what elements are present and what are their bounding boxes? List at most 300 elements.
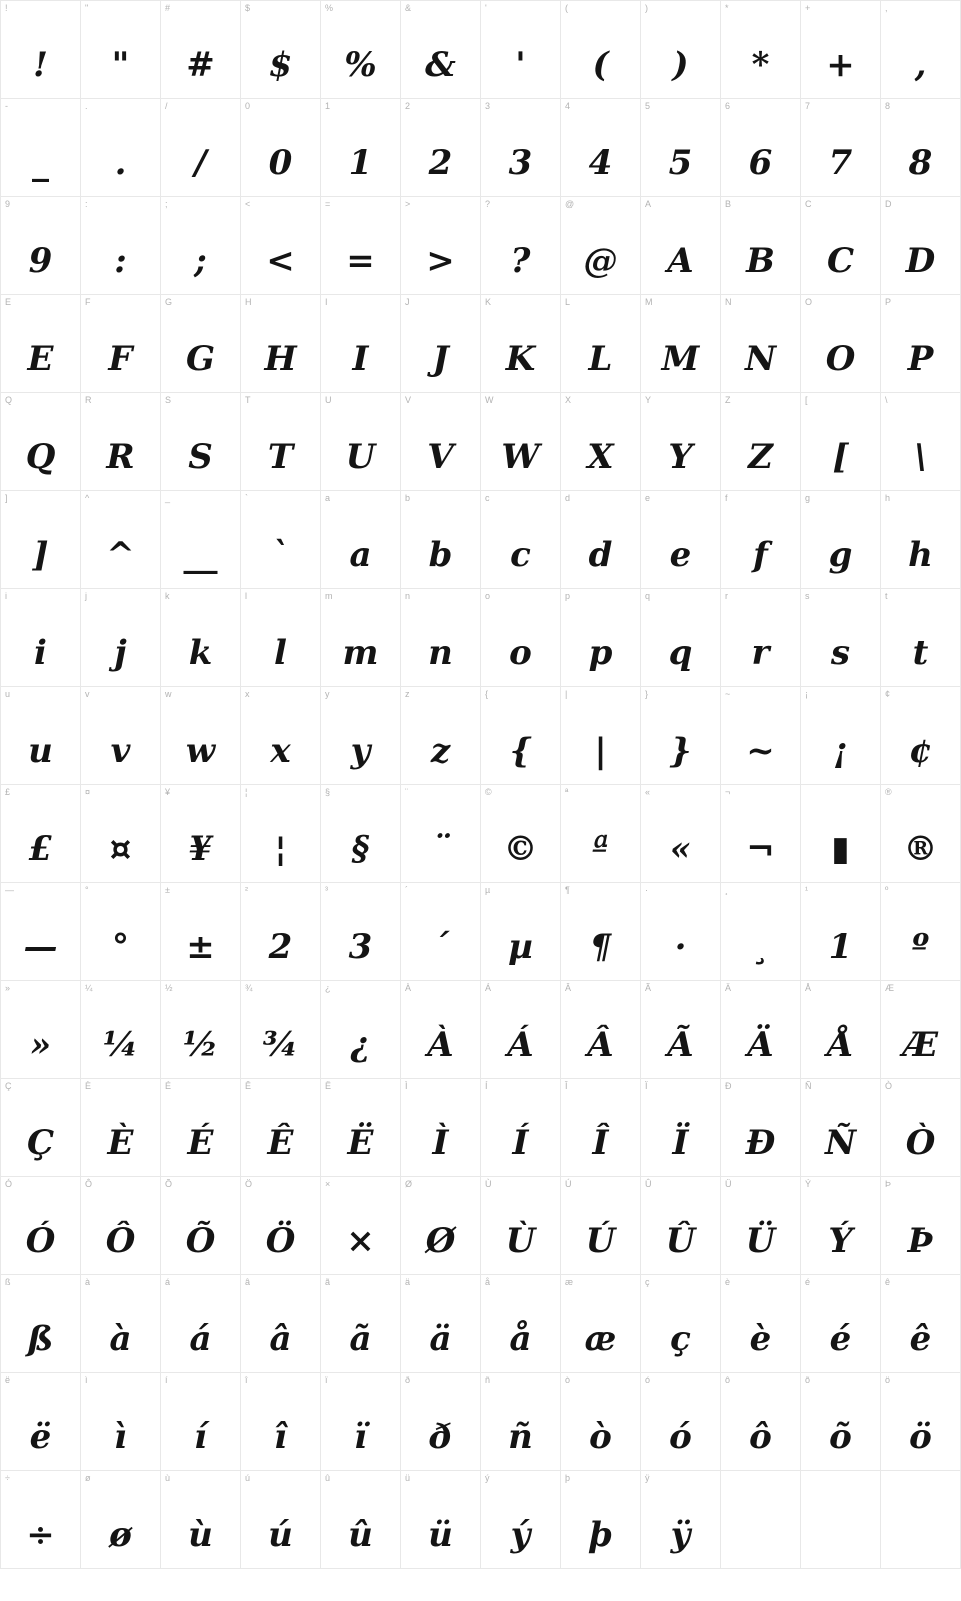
glyph-code-label: Ê: [245, 1081, 252, 1091]
glyph-cell[interactable]: [1, 785, 81, 883]
glyph-character: §: [351, 829, 370, 869]
glyph-cell[interactable]: [641, 1471, 721, 1569]
glyph-cell[interactable]: [161, 197, 241, 295]
glyph-character: [: [832, 437, 849, 477]
glyph-code-label: Á: [485, 983, 492, 993]
glyph-cell[interactable]: [721, 1, 801, 99]
glyph-cell[interactable]: [1, 197, 81, 295]
glyph-cell[interactable]: [81, 1177, 161, 1275]
glyph-code-label: H: [245, 297, 252, 307]
glyph-code-label: ô: [725, 1375, 731, 1385]
glyph-code-label: U: [325, 395, 332, 405]
glyph-character: ·: [674, 927, 687, 967]
glyph-cell[interactable]: [561, 491, 641, 589]
glyph-cell[interactable]: [401, 393, 481, 491]
glyph-cell[interactable]: [721, 785, 801, 883]
glyph-cell[interactable]: [1, 687, 81, 785]
glyph-cell[interactable]: [641, 197, 721, 295]
glyph-cell[interactable]: [401, 1471, 481, 1569]
glyph-cell[interactable]: [81, 393, 161, 491]
glyph-cell[interactable]: [721, 1275, 801, 1373]
glyph-cell[interactable]: [561, 1471, 641, 1569]
glyph-cell[interactable]: [321, 589, 401, 687]
glyph-cell[interactable]: [801, 295, 881, 393]
glyph-cell[interactable]: [241, 1471, 321, 1569]
glyph-cell[interactable]: [161, 1373, 241, 1471]
glyph-code-label: ñ: [485, 1375, 491, 1385]
glyph-code-label: í: [165, 1375, 168, 1385]
glyph-cell[interactable]: [881, 1275, 961, 1373]
glyph-character: :: [114, 241, 127, 281]
glyph-character: R: [106, 437, 135, 477]
glyph-cell[interactable]: [241, 1079, 321, 1177]
glyph-character: ü: [428, 1515, 453, 1555]
glyph-cell[interactable]: [801, 1, 881, 99]
glyph-cell[interactable]: [321, 1275, 401, 1373]
glyph-cell[interactable]: [721, 687, 801, 785]
glyph-character: é: [829, 1319, 852, 1359]
glyph-cell[interactable]: [81, 1, 161, 99]
glyph-cell[interactable]: [401, 491, 481, 589]
glyph-cell[interactable]: [401, 197, 481, 295]
glyph-character: M: [661, 339, 700, 379]
glyph-cell[interactable]: [561, 981, 641, 1079]
glyph-code-label: Ö: [245, 1179, 253, 1189]
glyph-cell[interactable]: [1, 589, 81, 687]
glyph-cell[interactable]: [721, 491, 801, 589]
glyph-code-label: å: [485, 1277, 491, 1287]
glyph-character: ~: [746, 731, 775, 771]
glyph-character: Ó: [25, 1221, 56, 1261]
glyph-cell[interactable]: [401, 1275, 481, 1373]
glyph-cell[interactable]: [721, 295, 801, 393]
glyph-cell[interactable]: [641, 785, 721, 883]
glyph-cell[interactable]: [801, 785, 881, 883]
glyph-cell[interactable]: [1, 1275, 81, 1373]
glyph-cell[interactable]: [881, 1177, 961, 1275]
glyph-code-label: Ï: [645, 1081, 648, 1091]
glyph-cell[interactable]: [81, 785, 161, 883]
glyph-cell[interactable]: [401, 687, 481, 785]
glyph-code-label: ä: [405, 1277, 411, 1287]
glyph-cell[interactable]: [641, 981, 721, 1079]
glyph-cell[interactable]: [241, 589, 321, 687]
glyph-cell[interactable]: [561, 785, 641, 883]
glyph-code-label: ¶: [565, 885, 570, 895]
glyph-cell[interactable]: [481, 197, 561, 295]
glyph-cell[interactable]: [481, 883, 561, 981]
glyph-cell[interactable]: [481, 785, 561, 883]
glyph-character: ô: [749, 1417, 772, 1457]
glyph-cell[interactable]: [801, 1275, 881, 1373]
glyph-cell[interactable]: [401, 883, 481, 981]
glyph-cell[interactable]: [241, 491, 321, 589]
glyph-cell[interactable]: [801, 687, 881, 785]
glyph-cell[interactable]: [641, 1275, 721, 1373]
glyph-code-label: >: [405, 199, 411, 209]
glyph-cell[interactable]: [161, 295, 241, 393]
glyph-cell[interactable]: [481, 589, 561, 687]
glyph-cell[interactable]: [1, 1373, 81, 1471]
glyph-cell[interactable]: [641, 491, 721, 589]
glyph-cell[interactable]: [881, 981, 961, 1079]
glyph-cell[interactable]: [561, 197, 641, 295]
glyph-cell[interactable]: [881, 1471, 961, 1569]
glyph-cell[interactable]: [241, 295, 321, 393]
glyph-cell[interactable]: [881, 295, 961, 393]
glyph-character: ,: [914, 45, 927, 85]
glyph-cell[interactable]: [1, 1, 81, 99]
glyph-cell[interactable]: [81, 1373, 161, 1471]
glyph-cell[interactable]: [801, 1373, 881, 1471]
glyph-code-label: 6: [725, 101, 731, 111]
glyph-character: __: [183, 535, 218, 575]
glyph-cell[interactable]: [561, 1, 641, 99]
glyph-cell[interactable]: [401, 1373, 481, 1471]
glyph-cell[interactable]: [321, 1177, 401, 1275]
glyph-cell[interactable]: [241, 197, 321, 295]
glyph-cell[interactable]: [561, 883, 641, 981]
glyph-cell[interactable]: [401, 1177, 481, 1275]
glyph-character: æ: [584, 1319, 617, 1359]
glyph-cell[interactable]: [1, 295, 81, 393]
glyph-code-label: À: [405, 983, 412, 993]
glyph-cell[interactable]: [561, 295, 641, 393]
glyph-cell[interactable]: [641, 295, 721, 393]
glyph-code-label: ¾: [245, 983, 253, 993]
glyph-character: }: [669, 731, 692, 771]
glyph-cell[interactable]: [481, 1079, 561, 1177]
glyph-code-label: ¸: [725, 885, 728, 895]
glyph-cell[interactable]: [321, 491, 401, 589]
glyph-character: P: [907, 339, 934, 379]
glyph-cell[interactable]: [641, 1177, 721, 1275]
glyph-cell[interactable]: [481, 1471, 561, 1569]
glyph-code-label: ": [85, 3, 89, 13]
glyph-character: +: [826, 45, 855, 85]
glyph-cell[interactable]: [321, 295, 401, 393]
glyph-code-label: Å: [805, 983, 812, 993]
glyph-cell[interactable]: [881, 785, 961, 883]
glyph-cell[interactable]: [321, 393, 401, 491]
glyph-cell[interactable]: [641, 1373, 721, 1471]
glyph-cell[interactable]: [161, 883, 241, 981]
glyph-code-label: E: [5, 297, 12, 307]
glyph-code-label: ½: [165, 983, 173, 993]
glyph-cell[interactable]: [561, 99, 641, 197]
glyph-cell[interactable]: [1, 393, 81, 491]
glyph-character: è: [749, 1319, 772, 1359]
glyph-cell[interactable]: [801, 883, 881, 981]
glyph-cell[interactable]: [481, 687, 561, 785]
glyph-cell[interactable]: [561, 1177, 641, 1275]
glyph-cell[interactable]: [881, 99, 961, 197]
glyph-code-label: î: [245, 1375, 248, 1385]
glyph-cell[interactable]: [161, 1471, 241, 1569]
glyph-character: u: [28, 731, 53, 771]
glyph-cell[interactable]: [881, 1, 961, 99]
glyph-cell[interactable]: [801, 393, 881, 491]
glyph-code-label: w: [165, 689, 172, 699]
glyph-cell[interactable]: [801, 491, 881, 589]
glyph-code-label: ?: [485, 199, 491, 209]
glyph-cell[interactable]: [1, 981, 81, 1079]
glyph-cell[interactable]: [881, 589, 961, 687]
glyph-character: Ã: [667, 1025, 694, 1065]
glyph-cell[interactable]: [401, 589, 481, 687]
glyph-cell[interactable]: [401, 1, 481, 99]
glyph-cell[interactable]: [241, 1275, 321, 1373]
glyph-cell[interactable]: [241, 785, 321, 883]
glyph-cell[interactable]: [641, 589, 721, 687]
glyph-character: 4: [588, 143, 613, 183]
glyph-character: r: [751, 633, 770, 673]
glyph-cell[interactable]: [801, 197, 881, 295]
glyph-cell[interactable]: [721, 393, 801, 491]
glyph-code-label: 1: [325, 101, 331, 111]
glyph-cell[interactable]: [81, 197, 161, 295]
glyph-character: 0: [268, 143, 293, 183]
glyph-cell[interactable]: [481, 1, 561, 99]
glyph-cell[interactable]: [321, 197, 401, 295]
glyph-code-label: a: [325, 493, 331, 503]
glyph-character: ▮: [831, 829, 850, 869]
glyph-cell[interactable]: [561, 687, 641, 785]
glyph-cell[interactable]: [561, 589, 641, 687]
glyph-code-label: m: [325, 591, 333, 601]
glyph-code-label: Ø: [405, 1179, 413, 1189]
glyph-code-label: %: [325, 3, 334, 13]
glyph-character: ?: [510, 241, 531, 281]
glyph-code-label: Û: [645, 1179, 652, 1189]
glyph-cell[interactable]: [1, 1079, 81, 1177]
glyph-cell[interactable]: [161, 491, 241, 589]
glyph-cell[interactable]: [81, 589, 161, 687]
glyph-character: !: [33, 45, 48, 85]
glyph-cell[interactable]: [161, 687, 241, 785]
glyph-cell[interactable]: [1, 99, 81, 197]
glyph-cell[interactable]: [641, 1079, 721, 1177]
glyph-code-label: ð: [405, 1375, 411, 1385]
glyph-character: G: [185, 339, 216, 379]
glyph-character: à: [109, 1319, 132, 1359]
glyph-cell[interactable]: [401, 295, 481, 393]
glyph-character: (: [592, 45, 609, 85]
glyph-code-label: õ: [805, 1375, 811, 1385]
glyph-cell[interactable]: [161, 99, 241, 197]
glyph-character: ×: [346, 1221, 375, 1261]
glyph-cell[interactable]: [481, 393, 561, 491]
glyph-character: Û: [665, 1221, 696, 1261]
glyph-character: t: [912, 633, 929, 673]
glyph-cell[interactable]: [481, 491, 561, 589]
glyph-cell[interactable]: [561, 1079, 641, 1177]
glyph-cell[interactable]: [321, 1079, 401, 1177]
glyph-character: ù: [188, 1515, 213, 1555]
glyph-cell[interactable]: [321, 883, 401, 981]
glyph-code-label: ´: [405, 885, 408, 895]
glyph-code-label: #: [165, 3, 171, 13]
glyph-cell[interactable]: [241, 393, 321, 491]
glyph-character: Õ: [185, 1221, 216, 1261]
glyph-character: ì: [114, 1417, 127, 1457]
glyph-cell[interactable]: [1, 883, 81, 981]
glyph-character: ": [111, 45, 130, 85]
glyph-cell[interactable]: [241, 687, 321, 785]
glyph-cell[interactable]: [881, 393, 961, 491]
glyph-cell[interactable]: [1, 1471, 81, 1569]
glyph-code-label: Ã: [645, 983, 652, 993]
glyph-character: 9: [28, 241, 53, 281]
glyph-cell[interactable]: [801, 1471, 881, 1569]
glyph-code-label: —: [5, 885, 14, 895]
glyph-cell[interactable]: [641, 883, 721, 981]
glyph-code-label: ï: [325, 1375, 328, 1385]
glyph-cell[interactable]: [401, 99, 481, 197]
glyph-cell[interactable]: [721, 981, 801, 1079]
glyph-cell[interactable]: [561, 1373, 641, 1471]
glyph-character: Í: [512, 1123, 529, 1163]
glyph-cell[interactable]: [241, 981, 321, 1079]
glyph-cell[interactable]: [1, 491, 81, 589]
glyph-cell[interactable]: [801, 99, 881, 197]
glyph-cell[interactable]: [881, 197, 961, 295]
glyph-cell[interactable]: [401, 785, 481, 883]
glyph-cell[interactable]: [161, 1, 241, 99]
glyph-cell[interactable]: [801, 1177, 881, 1275]
glyph-cell[interactable]: [161, 785, 241, 883]
glyph-cell[interactable]: [641, 687, 721, 785]
glyph-cell[interactable]: [401, 1079, 481, 1177]
glyph-cell[interactable]: [321, 687, 401, 785]
glyph-cell[interactable]: [81, 99, 161, 197]
glyph-character: Ä: [747, 1025, 774, 1065]
glyph-cell[interactable]: [721, 589, 801, 687]
glyph-cell[interactable]: [161, 981, 241, 1079]
glyph-cell[interactable]: [721, 1373, 801, 1471]
glyph-cell[interactable]: [241, 1373, 321, 1471]
glyph-cell[interactable]: [721, 1079, 801, 1177]
glyph-character: K: [505, 339, 536, 379]
glyph-cell[interactable]: [481, 981, 561, 1079]
glyph-cell[interactable]: [721, 197, 801, 295]
glyph-cell[interactable]: [641, 393, 721, 491]
glyph-character: k: [188, 633, 213, 673]
glyph-cell[interactable]: [881, 687, 961, 785]
glyph-cell[interactable]: [801, 589, 881, 687]
glyph-cell[interactable]: [881, 1373, 961, 1471]
glyph-cell[interactable]: [321, 1, 401, 99]
glyph-character: ý: [510, 1515, 531, 1555]
glyph-cell[interactable]: [161, 1079, 241, 1177]
glyph-code-label: Ü: [725, 1179, 732, 1189]
glyph-cell[interactable]: [161, 589, 241, 687]
glyph-cell[interactable]: [721, 99, 801, 197]
glyph-cell[interactable]: [161, 1177, 241, 1275]
glyph-cell[interactable]: [881, 491, 961, 589]
glyph-cell[interactable]: [161, 1275, 241, 1373]
glyph-code-label: ]: [5, 493, 8, 503]
glyph-code-label: á: [165, 1277, 171, 1287]
glyph-cell[interactable]: [481, 1373, 561, 1471]
glyph-code-label: ò: [565, 1375, 571, 1385]
glyph-cell[interactable]: [481, 295, 561, 393]
glyph-cell[interactable]: [81, 1471, 161, 1569]
glyph-cell[interactable]: [241, 1177, 321, 1275]
glyph-cell[interactable]: [81, 491, 161, 589]
glyph-code-label: µ: [485, 885, 491, 895]
glyph-cell[interactable]: [801, 1079, 881, 1177]
glyph-cell[interactable]: [321, 99, 401, 197]
glyph-cell[interactable]: [321, 981, 401, 1079]
glyph-code-label: ¡: [805, 689, 808, 699]
glyph-code-label: &: [405, 3, 412, 13]
glyph-cell[interactable]: [81, 1079, 161, 1177]
glyph-code-label: ¹: [805, 885, 808, 895]
glyph-code-label: J: [405, 297, 410, 307]
glyph-code-label: q: [645, 591, 651, 601]
glyph-cell[interactable]: [481, 1177, 561, 1275]
glyph-code-label: à: [85, 1277, 91, 1287]
glyph-cell[interactable]: [721, 1177, 801, 1275]
glyph-cell[interactable]: [81, 883, 161, 981]
glyph-code-label: ±: [165, 885, 170, 895]
glyph-code-label: ÷: [5, 1473, 10, 1483]
glyph-cell[interactable]: [881, 1079, 961, 1177]
glyph-code-label: [805, 787, 808, 797]
glyph-code-label: C: [805, 199, 812, 209]
glyph-code-label: ¥: [165, 787, 171, 797]
glyph-cell[interactable]: [81, 1275, 161, 1373]
glyph-code-label: i: [5, 591, 7, 601]
glyph-cell[interactable]: [1, 1177, 81, 1275]
glyph-character: ò: [589, 1417, 612, 1457]
glyph-code-label: Õ: [165, 1179, 173, 1189]
glyph-code-label: 0: [245, 101, 251, 111]
glyph-cell[interactable]: [561, 393, 641, 491]
glyph-cell[interactable]: [641, 99, 721, 197]
glyph-cell[interactable]: [321, 785, 401, 883]
glyph-cell[interactable]: [241, 883, 321, 981]
glyph-cell[interactable]: [321, 1471, 401, 1569]
glyph-cell[interactable]: [801, 981, 881, 1079]
glyph-cell[interactable]: [481, 1275, 561, 1373]
glyph-code-label: .: [85, 101, 88, 111]
glyph-cell[interactable]: [321, 1373, 401, 1471]
glyph-code-label: ¦: [245, 787, 248, 797]
glyph-character: a: [349, 535, 372, 575]
glyph-character: H: [264, 339, 297, 379]
glyph-cell[interactable]: [81, 295, 161, 393]
glyph-cell[interactable]: [641, 1, 721, 99]
glyph-cell[interactable]: [401, 981, 481, 1079]
glyph-cell[interactable]: [241, 99, 321, 197]
glyph-cell[interactable]: [721, 1471, 801, 1569]
glyph-character: ß: [27, 1319, 54, 1359]
glyph-character: e: [669, 535, 692, 575]
glyph-cell[interactable]: [881, 883, 961, 981]
glyph-cell[interactable]: [241, 1, 321, 99]
glyph-cell[interactable]: [81, 981, 161, 1079]
glyph-cell[interactable]: [481, 99, 561, 197]
glyph-character: z: [430, 731, 451, 771]
glyph-cell[interactable]: [561, 1275, 641, 1373]
glyph-character: d: [588, 535, 613, 575]
glyph-character: °: [112, 927, 129, 967]
glyph-cell[interactable]: [81, 687, 161, 785]
glyph-cell[interactable]: [721, 883, 801, 981]
glyph-cell[interactable]: [161, 393, 241, 491]
